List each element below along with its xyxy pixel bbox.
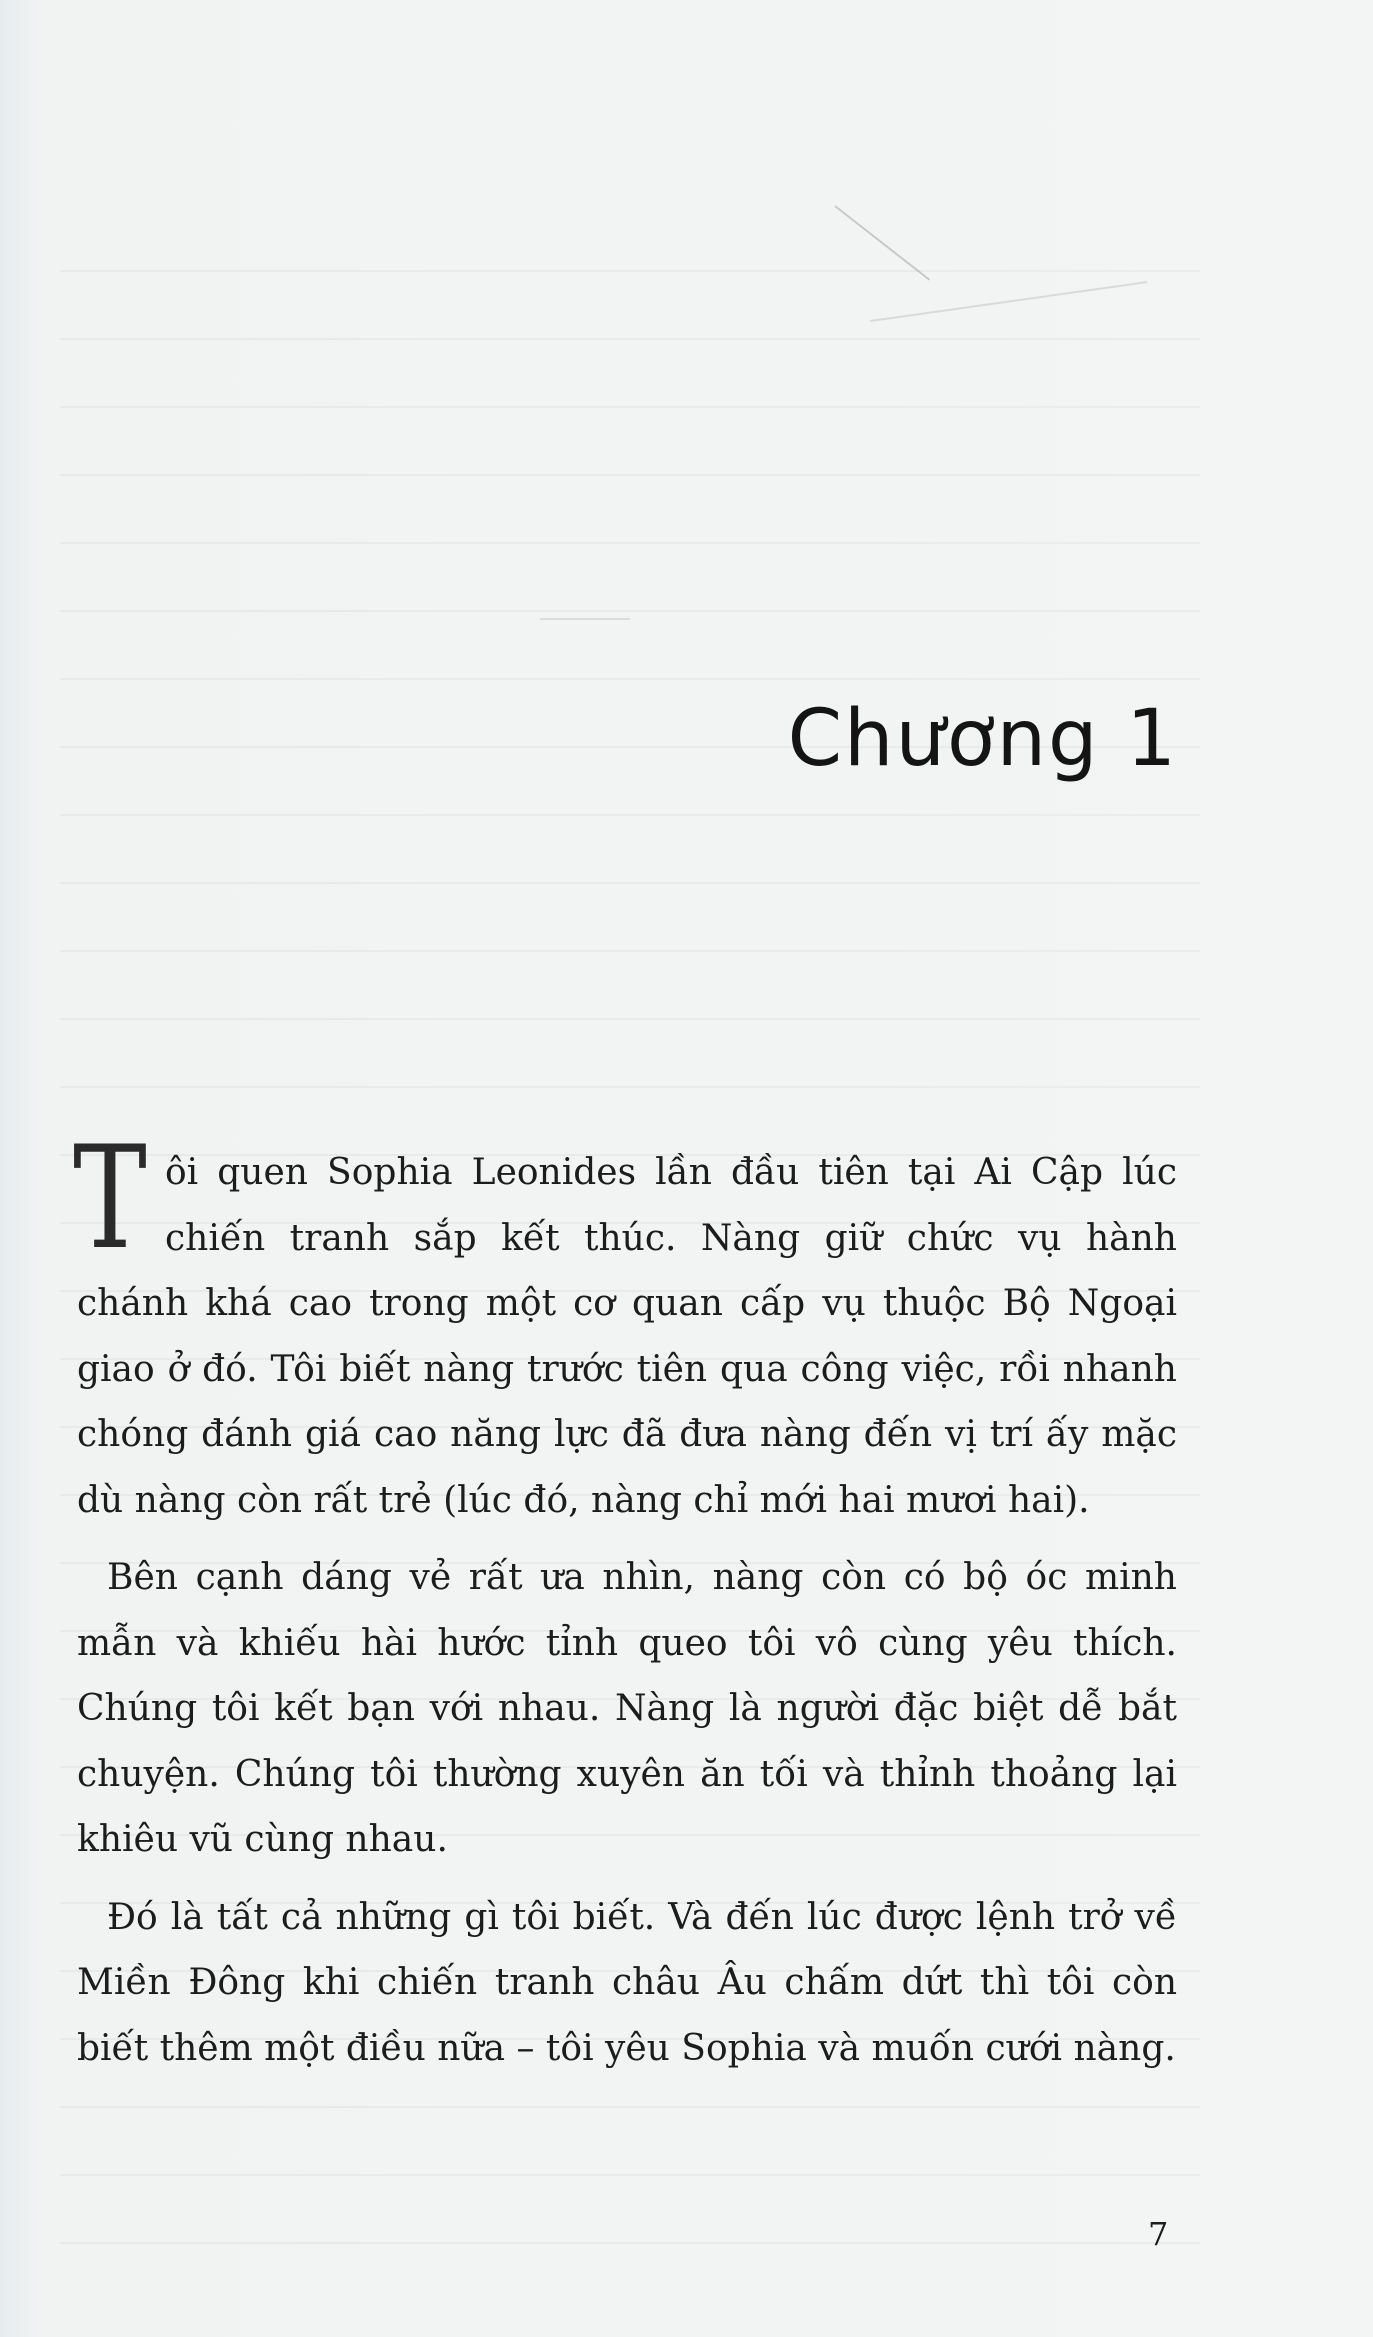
paragraph-1 xyxy=(73,1116,1177,1533)
paragraph-1-text: ôi quen Sophia Leonides lần đầu tiên tại Ai Cập lúc chiến tranh sắp kết thúc. Nàng giữ chức vụ hành chánh khá cao trong một cơ quan cấp vụ thuộc Bộ Ngoại giao ở đó. Tôi biết nàng trước tiên qua công việc, rồi nhanh chóng đánh giá cao năng lực đã đưa nàng đến vị trí ấy mặc dù nàng còn rất trẻ (lúc đó, nàng chỉ mới hai mươi hai). xyxy=(77,1152,1177,1521)
paragraph-2: Bên cạnh dáng vẻ rất ưa nhìn, nàng còn có bộ óc minh mẫn và khiếu hài hước tỉnh queo tôi vô cùng yêu thích. Chúng tôi kết bạn với nhau. Nàng là người đặc biệt dễ bắt chuyện. Chúng tôi thường xuyên ăn tối và thỉnh thoảng lại khiêu vũ cùng nhau. xyxy=(77,1557,1177,1860)
paragraph-3: Đó là tất cả những gì tôi biết. Và đến lúc được lệnh trở về Miền Đông khi chiến tranh châu Âu chấm dứt thì tôi còn biết thêm một điều nữa – tôi yêu Sophia và muốn cưới nàng. xyxy=(77,1896,1177,2069)
chapter-body xyxy=(73,1116,1177,2093)
page-number: 7 xyxy=(1148,2215,1169,2253)
drop-cap: T xyxy=(73,1116,147,1281)
chapter-title: Chương 1 xyxy=(787,694,1178,784)
paper-crease-mark xyxy=(540,618,630,620)
